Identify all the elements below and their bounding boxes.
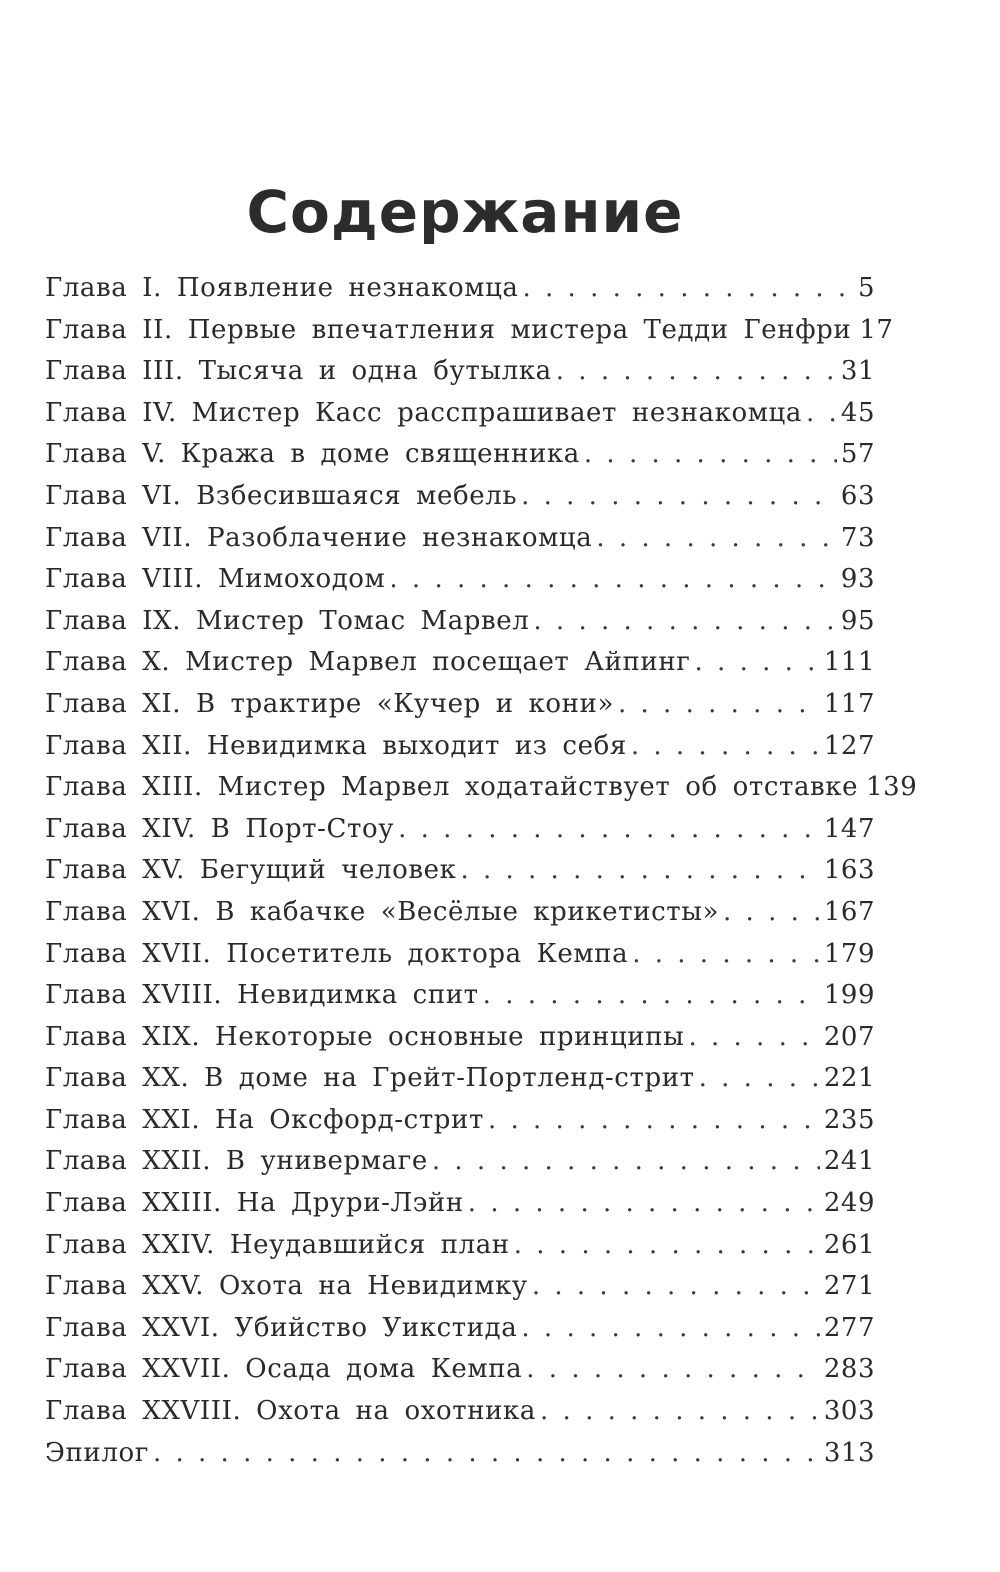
dot-leader [699,1058,820,1100]
toc-entry-page-number: 179 [823,938,875,969]
toc-entry [45,351,875,393]
dot-leader [688,1017,819,1059]
toc-entry-page-number: 57 [840,439,875,470]
dot-leader [723,892,820,934]
dot-leader [468,1183,820,1225]
toc-entry [45,1433,875,1475]
toc-entry [45,518,875,560]
toc-entry-page-number: 5 [857,273,875,303]
toc-entry-page-number: 283 [823,1354,875,1385]
toc-entry-title: Глава XXVIII. Охота на охотника [45,1396,537,1427]
toc-entry-title: Глава XV. Бегущий человек [45,855,457,886]
toc-entry-title: Глава IX. Мистер Томас Марвел [45,605,530,636]
toc-entry [45,601,875,643]
dot-leader [806,393,837,435]
toc-entry-title: Глава VIII. Мимоходом [45,564,386,595]
dot-leader [432,1141,820,1183]
toc-entry-title: Глава II. Первые впечатления мистера Тедди Генфри [45,314,852,345]
toc-entry-page-number: 221 [823,1063,875,1094]
toc-entry [45,975,875,1017]
toc-entry-title: Глава V. Кража в доме священника [45,439,580,470]
toc-entry-page-number: 271 [823,1271,875,1302]
dot-leader [540,1391,820,1433]
toc-entry-page-number: 147 [823,813,875,844]
dot-leader [521,1308,819,1350]
dot-leader [556,351,837,393]
toc-entry-page-number: 63 [840,480,875,511]
toc-entry-title: Глава XXIV. Неудавшийся план [45,1229,510,1260]
dot-leader [521,476,837,518]
toc-entry [45,268,875,310]
toc-entry-page-number: 95 [840,605,875,636]
toc-entry-page-number: 31 [840,356,875,387]
dot-leader [631,726,820,768]
toc-entry-page-number: 199 [823,980,875,1011]
toc-entry-page-number: 207 [823,1021,875,1052]
toc-entry [45,642,875,684]
toc-entry-page-number: 117 [823,688,875,719]
toc-entry-title: Глава XVIII. Невидимка спит [45,980,479,1011]
toc-entry-page-number: 163 [823,855,875,886]
toc-entry-title: Глава XII. Невидимка выходит из себя [45,730,627,761]
toc-entry-title: Глава X. Мистер Марвел посещает Айпинг [45,647,691,678]
toc-entry-title: Эпилог [45,1437,149,1468]
toc-entry-title: Глава XX. В доме на Грейт-Портленд-стрит [45,1063,695,1094]
toc-entry-page-number: 313 [823,1437,875,1468]
toc-entry [45,310,894,352]
dot-leader [584,434,837,476]
toc-entry-title: Глава IV. Мистер Касс расспрашивает незнакомца [45,397,802,428]
dot-leader [532,1266,820,1308]
toc-entry-page-number: 241 [823,1146,875,1177]
toc-entry [45,892,875,934]
toc-entry-title: Глава XXV. Охота на Невидимку [45,1271,528,1302]
toc-entry-title: Глава XVII. Посетитель доктора Кемпа [45,938,629,969]
toc-entry-title: Глава XIV. В Порт-Стоу [45,813,395,844]
toc-entry-title: Глава XXVII. Осада дома Кемпа [45,1354,523,1385]
toc-entry-title: Глава XIII. Мистер Марвел ходатайствует об отставке [45,772,859,803]
toc-entry-page-number: 111 [823,647,875,678]
toc-entry-page-number: 17 [859,314,894,345]
toc-entry [45,934,875,976]
toc-entry-title: Глава I. Появление незнакомца [45,273,519,303]
toc-entry [45,1141,875,1183]
dot-leader [514,1225,820,1267]
toc-entry [45,476,875,518]
dot-leader [483,975,820,1017]
toc-entry-page-number: 277 [823,1312,875,1343]
toc-entry [45,1225,875,1267]
toc-entry [45,767,918,809]
toc-entry-title: Глава VI. Взбесившаяся мебель [45,480,518,511]
toc-entry [45,1017,875,1059]
toc-entry-title: Глава XIX. Некоторые основные принципы [45,1021,685,1052]
dot-leader [488,1100,820,1142]
toc-entry-title: Глава XXIII. На Друри-Лэйн [45,1188,464,1219]
toc-entry-page-number: 167 [823,896,875,927]
toc-entry-page-number: 127 [823,730,875,761]
toc-entry-page-number: 73 [840,522,875,553]
toc-entry [45,1100,875,1142]
table-of-contents [45,268,918,1474]
toc-entry [45,1183,875,1225]
toc-entry-title: Глава VII. Разоблачение незнакомца [45,522,593,553]
toc-entry [45,1391,875,1433]
toc-entry [45,850,875,892]
dot-leader [523,268,854,310]
dot-leader [618,684,820,726]
dot-leader [389,559,837,601]
toc-entry [45,1058,875,1100]
toc-entry-page-number: 139 [866,772,918,803]
page-title: Содержание [246,177,684,246]
dot-leader [153,1433,820,1475]
toc-entry-page-number: 249 [823,1188,875,1219]
dot-leader [533,601,837,643]
toc-entry [45,1266,875,1308]
toc-entry [45,559,875,601]
toc-entry [45,726,875,768]
toc-entry-title: Глава XI. В трактире «Кучер и кони» [45,688,614,719]
dot-leader [398,809,820,851]
toc-entry [45,809,875,851]
dot-leader [632,934,820,976]
toc-entry-title: Глава XXVI. Убийство Уикстида [45,1312,518,1343]
toc-entry-page-number: 45 [840,397,875,428]
toc-entry-title: Глава III. Тысяча и одна бутылка [45,356,552,387]
toc-entry [45,1349,875,1391]
toc-entry [45,393,875,435]
toc-entry-title: Глава XXII. В универмаге [45,1146,428,1177]
dot-leader [695,642,820,684]
dot-leader [596,518,837,560]
toc-entry [45,1308,875,1350]
toc-entry-page-number: 303 [823,1396,875,1427]
toc-entry-title: Глава XVI. В кабачке «Весёлые крикетисты» [45,896,720,927]
toc-entry-title: Глава XXI. На Оксфорд-стрит [45,1104,484,1135]
toc-entry [45,434,875,476]
toc-entry [45,684,875,726]
dot-leader [526,1349,820,1391]
dot-leader [460,850,819,892]
toc-entry-page-number: 235 [823,1104,875,1135]
toc-entry-page-number: 261 [823,1229,875,1260]
toc-entry-page-number: 93 [840,564,875,595]
